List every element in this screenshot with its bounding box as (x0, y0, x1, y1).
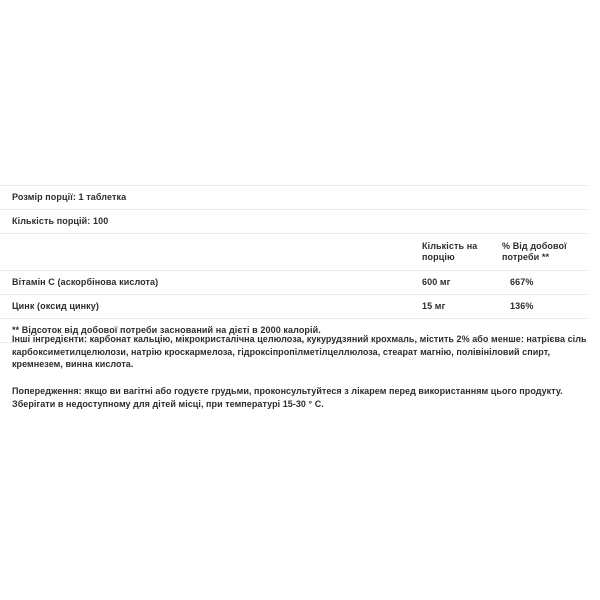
table-row-servings-per-container (0, 209, 588, 233)
warning-paragraph: Попередження: якщо ви вагітні або годуєте грудьми, проконсультуйтеся з лікарем перед використанням цього продукту. Зберігати в недоступному для дітей місці, при температурі 15-30 ° С. (12, 386, 563, 409)
serving-size-label: Розмір порції: 1 таблетка (12, 192, 127, 202)
nutrient-daily-value: 136% (510, 301, 534, 311)
table-row (0, 270, 588, 294)
nutrient-name: Вітамін С (аскорбінова кислота) (12, 277, 159, 287)
column-header-amount-per-serving: Кількість на порцію (422, 241, 478, 262)
column-header-percent-daily-value: % Від добової потреби ** (502, 241, 567, 262)
servings-per-container-label: Кількість порцій: 100 (12, 216, 109, 226)
nutrient-amount: 15 мг (422, 301, 446, 311)
daily-value-footnote: ** Відсоток від добової потреби заснований на дієті в 2000 калорій. (12, 325, 321, 335)
table-row-serving-size (0, 185, 588, 209)
supplement-facts-table (0, 185, 588, 343)
table-row (0, 294, 588, 318)
nutrient-amount: 600 мг (422, 277, 451, 287)
nutrient-name: Цинк (оксид цинку) (12, 301, 99, 311)
nutrient-daily-value: 667% (510, 277, 534, 287)
table-header-row (0, 233, 588, 270)
other-ingredients-paragraph: Інші інгредієнти: карбонат кальцію, мікрокристалічна целюлоза, кукурудзяний крохмаль, містить 2% або менше: натрієва сіль карбоксиметилцелюлози, натрію кроскармелоза, гідроксіпропілметілцеллюлоза, стеарат магнію, полівініловий спирт, кремнезем, винна кислота. (12, 334, 587, 369)
